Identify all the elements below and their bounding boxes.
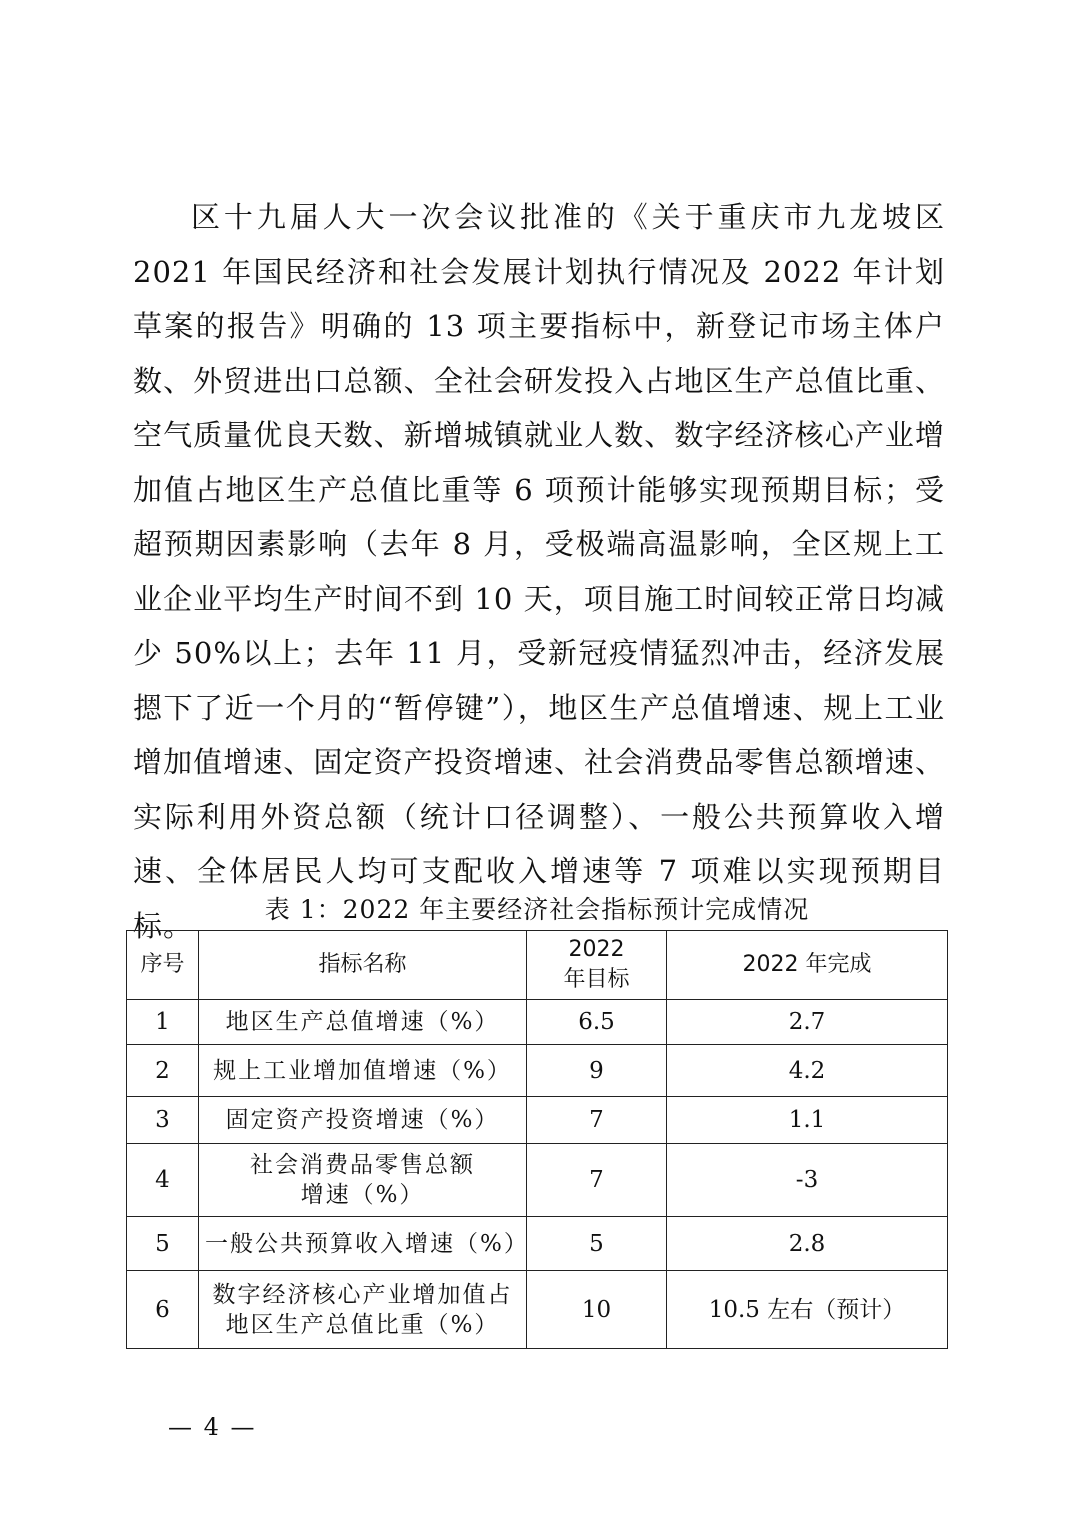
cell-no: 6: [127, 1271, 199, 1349]
cell-target: 6.5: [527, 1000, 667, 1045]
cell-no: 4: [127, 1144, 199, 1217]
table-row: [127, 1271, 948, 1349]
cell-name: 一般公共预算收入增速（%）: [199, 1217, 527, 1271]
body-paragraph: 区十九届人大一次会议批准的《关于重庆市九龙坡区 2021 年国民经济和社会发展计划执行情况及 2022 年计划草案的报告》明确的 13 项主要指标中，新登记市场主体户数、外贸进出口总额、全社会研发投入占地区生产总值比重、空气质量优良天数、新增城镇就业人数、数字经济核心产业增加值占地区生产总值比重等 6 项预计能够实现预期目标；受超预期因素影响（去年 8 月，受极端高温影响，全区规上工业企业平均生产时间不到 10 天，项目施工时间较正常日均减少 50%以上；去年 11 月，受新冠疫情猛烈冲击，经济发展摁下了近一个月的“暂停键”），地区生产总值增速、规上工业增加值增速、固定资产投资增速、社会消费品零售总额增速、实际利用外资总额（统计口径调整）、一般公共预算收入增速、全体居民人均可支配收入增速等 7 项难以实现预期目标。: [133, 200, 945, 943]
cell-done: 2.8: [667, 1217, 948, 1271]
cell-name: 地区生产总值增速（%）: [199, 1000, 527, 1045]
cell-done: 2.7: [667, 1000, 948, 1045]
header-target: 2022 年目标: [527, 931, 667, 1000]
cell-no: 3: [127, 1097, 199, 1144]
cell-target: 7: [527, 1144, 667, 1217]
cell-target: 9: [527, 1045, 667, 1097]
header-done: 2022 年完成: [667, 931, 948, 1000]
header-no: 序号: [127, 931, 199, 1000]
cell-name: 规上工业增加值增速（%）: [199, 1045, 527, 1097]
cell-done: -3: [667, 1144, 948, 1217]
table-header-row: [127, 931, 948, 1000]
table-row: [127, 1144, 948, 1217]
indicators-table: [126, 930, 948, 1349]
cell-no: 1: [127, 1000, 199, 1045]
cell-name: 数字经济核心产业增加值占地区生产总值比重（%）: [199, 1271, 527, 1349]
cell-done: 1.1: [667, 1097, 948, 1144]
table-row: [127, 1217, 948, 1271]
cell-target: 5: [527, 1217, 667, 1271]
cell-no: 5: [127, 1217, 199, 1271]
cell-done: 10.5 左右（预计）: [667, 1271, 948, 1349]
cell-done: 4.2: [667, 1045, 948, 1097]
table-row: [127, 1000, 948, 1045]
cell-no: 2: [127, 1045, 199, 1097]
header-name: 指标名称: [199, 931, 527, 1000]
cell-name: 固定资产投资增速（%）: [199, 1097, 527, 1144]
table-row: [127, 1097, 948, 1144]
table-caption: 表 1：2022 年主要经济社会指标预计完成情况: [264, 895, 810, 924]
page-number: — 4 —: [168, 1413, 257, 1441]
cell-target: 7: [527, 1097, 667, 1144]
table-row: [127, 1045, 948, 1097]
cell-target: 10: [527, 1271, 667, 1349]
cell-name: 社会消费品零售总额增速（%）: [199, 1144, 527, 1217]
